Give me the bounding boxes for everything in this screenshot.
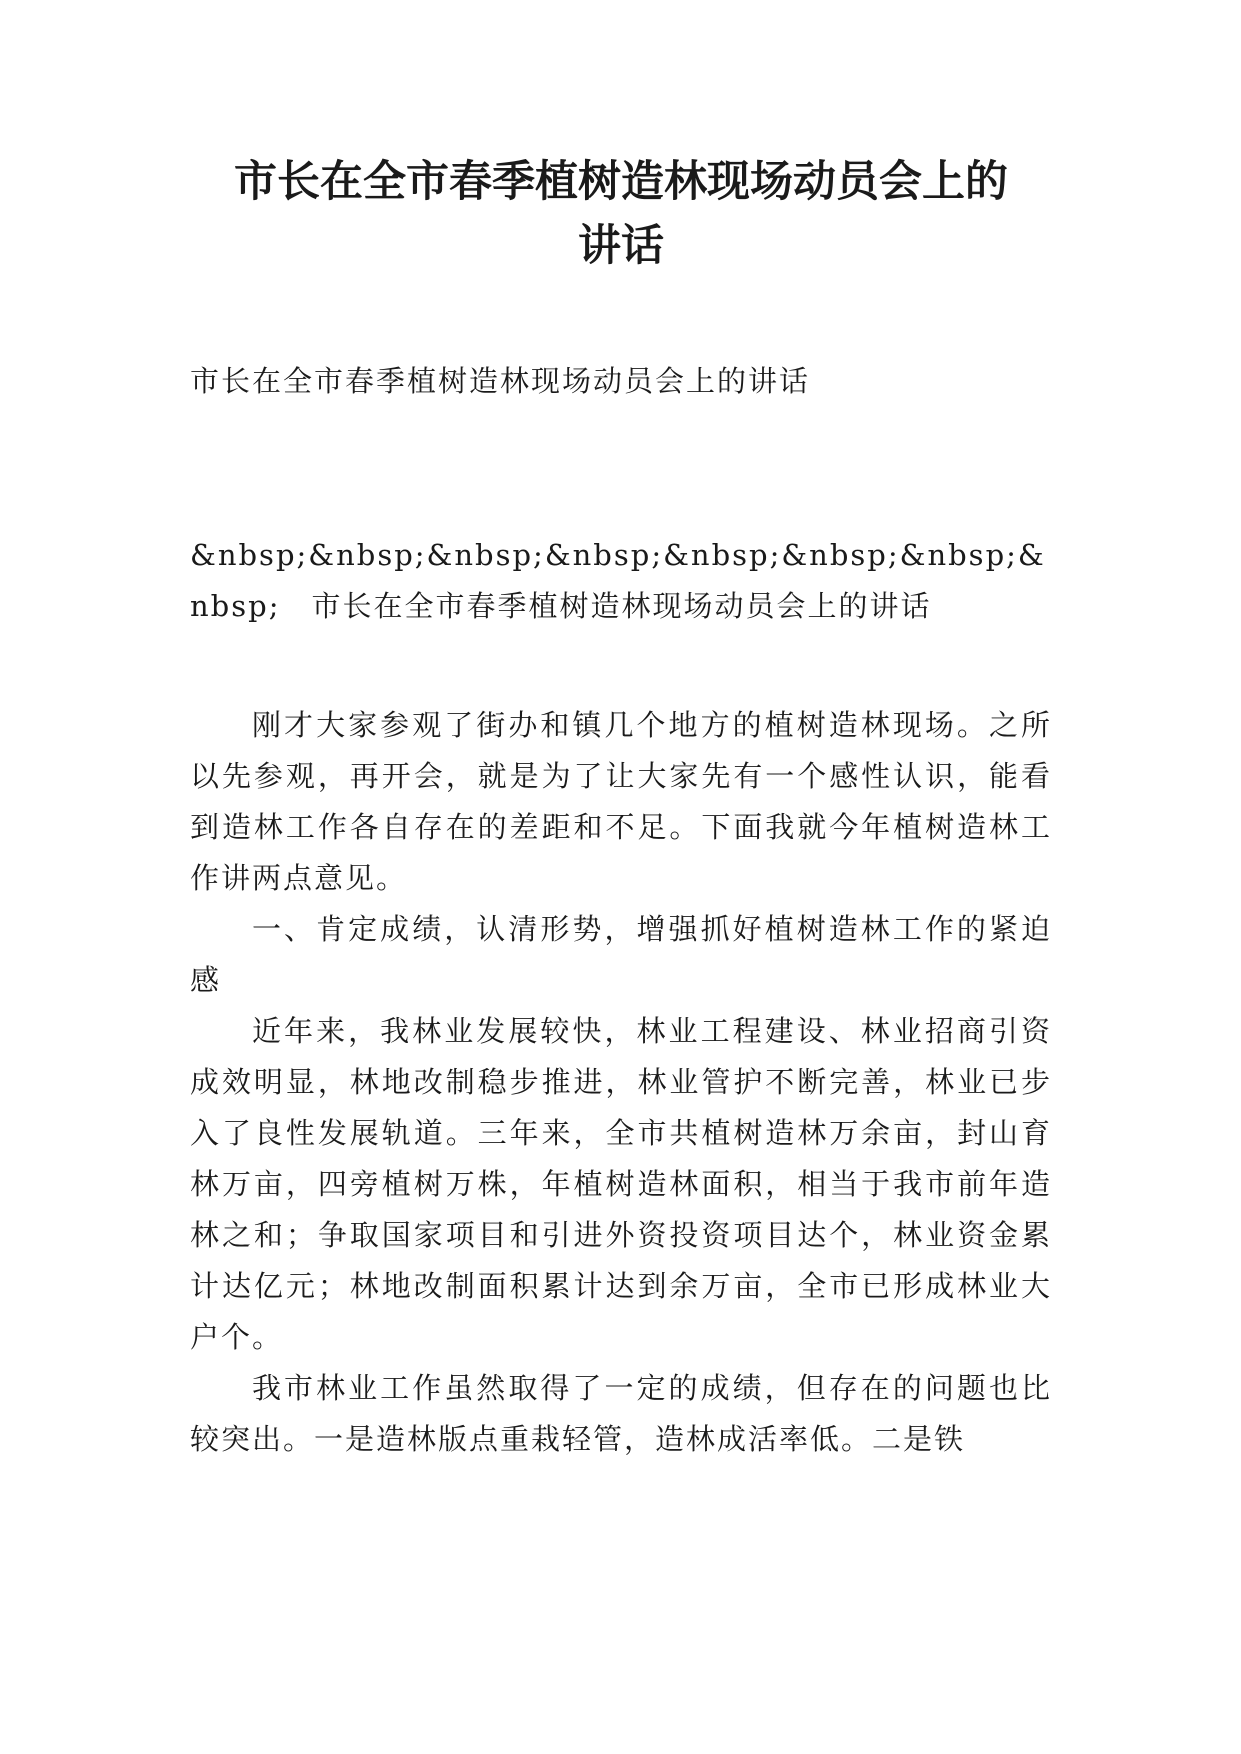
- section-heading-1: 一、肯定成绩，认清形势，增强抓好植树造林工作的紧迫感: [190, 912, 1052, 997]
- document-subtitle: 市长在全市春季植树造林现场动员会上的讲话: [190, 364, 811, 398]
- document-body: [190, 700, 1052, 1465]
- title-line-1: 市长在全市春季植树造林现场动员会上的: [234, 157, 1008, 207]
- paragraph-achievements: 近年来，我林业发展较快，林业工程建设、林业招商引资成效明显，林地改制稳步推进，林业管护不断完善，林业已步入了良性发展轨道。三年来，全市共植树造林万余亩，封山育林万亩，四旁植树万株，年植树造林面积，相当于我市前年造林之和；争取国家项目和引进外资投资项目达个，林业资金累计达亿元；林地改制面积累计达到余万亩，全市已形成林业大户个。: [190, 1014, 1052, 1354]
- document-title: [190, 150, 1052, 278]
- paragraph-intro: 刚才大家参观了街办和镇几个地方的植树造林现场。之所以先参观，再开会，就是为了让大家先有一个感性认识，能看到造林工作各自存在的差距和不足。下面我就今年植树造林工作讲两点意见。: [190, 708, 1052, 895]
- nbsp-heading-line: &nbsp;&nbsp;&nbsp;&nbsp;&nbsp;&nbsp;&nbsp;&nbsp; 市长在全市春季植树造林现场动员会上的讲话: [190, 538, 1046, 623]
- title-line-2: 讲话: [578, 221, 664, 271]
- paragraph-problems: 我市林业工作虽然取得了一定的成绩，但存在的问题也比较突出。一是造林版点重栽轻管，造林成活率低。二是铁: [190, 1371, 1052, 1456]
